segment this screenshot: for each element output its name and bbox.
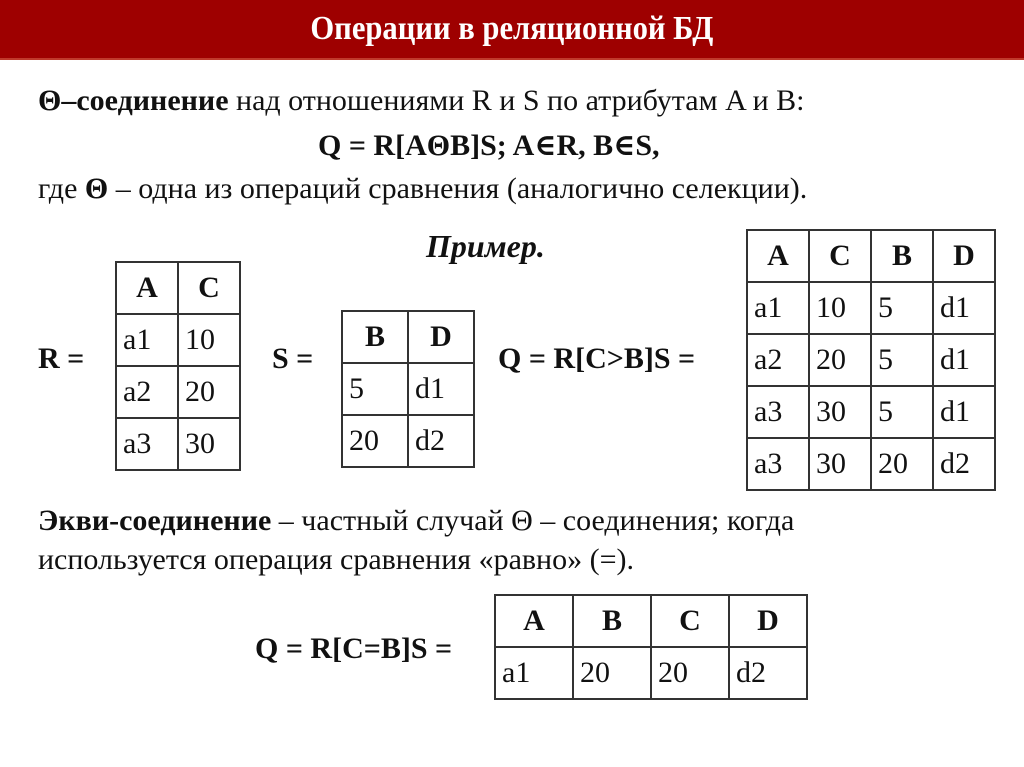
definition-line-3-prefix: где	[38, 172, 85, 205]
table-cell: 30	[178, 418, 240, 470]
column-header: C	[809, 230, 871, 282]
table-cell: a3	[747, 386, 809, 438]
definition-line-3-text: – одна из операций сравнения (аналогично селекции).	[108, 172, 808, 205]
table-cell: a2	[747, 334, 809, 386]
table-row	[342, 415, 474, 467]
table-cell: 20	[573, 647, 651, 699]
table-row	[116, 366, 240, 418]
table-cell: 10	[809, 282, 871, 334]
table-q-greater	[746, 229, 996, 491]
table-cell: d1	[408, 363, 474, 415]
theta-symbol: Θ	[84, 172, 109, 205]
slide-title: Операции в реляционной БД	[310, 10, 714, 47]
r-label: R =	[38, 342, 85, 375]
column-header: B	[573, 595, 651, 647]
column-header: A	[495, 595, 573, 647]
example-title: Пример.	[426, 228, 545, 264]
table-cell: d1	[933, 282, 995, 334]
column-header: D	[933, 230, 995, 282]
table-q-equal	[494, 594, 808, 700]
table-cell: a1	[495, 647, 573, 699]
definition-line-1-text: над отношениями R и S по атрибутам A и B:	[228, 84, 805, 117]
table-cell: d1	[933, 386, 995, 438]
table-cell: a3	[116, 418, 178, 470]
table-cell: a1	[116, 314, 178, 366]
table-row	[495, 647, 807, 699]
table-cell: 5	[871, 282, 933, 334]
table-cell: 5	[871, 386, 933, 438]
table-header-row	[495, 595, 807, 647]
column-header: D	[408, 311, 474, 363]
table-cell: 20	[651, 647, 729, 699]
equi-join-term: Экви-соединение	[38, 504, 272, 537]
table-cell: 30	[809, 438, 871, 490]
equi-join-line-2: используется операция сравнения «равно» (=).	[38, 543, 635, 576]
slide-header	[0, 0, 1024, 60]
table-r	[115, 261, 241, 471]
table-row	[747, 282, 995, 334]
table-cell: 20	[809, 334, 871, 386]
table-row	[747, 386, 995, 438]
table-row	[342, 363, 474, 415]
table-cell: 5	[342, 363, 408, 415]
table-cell: 20	[871, 438, 933, 490]
column-header: A	[747, 230, 809, 282]
table-row	[747, 438, 995, 490]
column-header: C	[651, 595, 729, 647]
table-header-row	[116, 262, 240, 314]
table-header-row	[747, 230, 995, 282]
definition-line-1	[38, 84, 804, 118]
table-cell: 20	[342, 415, 408, 467]
table-cell: 20	[178, 366, 240, 418]
column-header: B	[342, 311, 408, 363]
table-cell: 30	[809, 386, 871, 438]
table-cell: a1	[747, 282, 809, 334]
table-s	[341, 310, 475, 468]
equi-join-line-1	[38, 504, 794, 538]
table-cell: a2	[116, 366, 178, 418]
table-row	[116, 418, 240, 470]
column-header: D	[729, 595, 807, 647]
theta-join-term: Θ–соединение	[38, 84, 229, 117]
table-cell: d2	[729, 647, 807, 699]
q-greater-label: Q = R[C>B]S =	[498, 342, 696, 375]
table-cell: d2	[408, 415, 474, 467]
definition-line-3	[38, 172, 807, 206]
theta-join-formula: Q = R[AΘB]S; A∈R, B∈S,	[318, 129, 660, 162]
column-header: B	[871, 230, 933, 282]
table-cell: 5	[871, 334, 933, 386]
table-row	[747, 334, 995, 386]
table-cell: d1	[933, 334, 995, 386]
equi-join-line-1-text: – частный случай Θ – соединения; когда	[271, 504, 795, 537]
table-cell: d2	[933, 438, 995, 490]
q-equal-label: Q = R[C=B]S =	[255, 632, 453, 665]
column-header: A	[116, 262, 178, 314]
table-row	[116, 314, 240, 366]
column-header: C	[178, 262, 240, 314]
s-label: S =	[272, 342, 314, 375]
table-cell: a3	[747, 438, 809, 490]
table-header-row	[342, 311, 474, 363]
table-cell: 10	[178, 314, 240, 366]
